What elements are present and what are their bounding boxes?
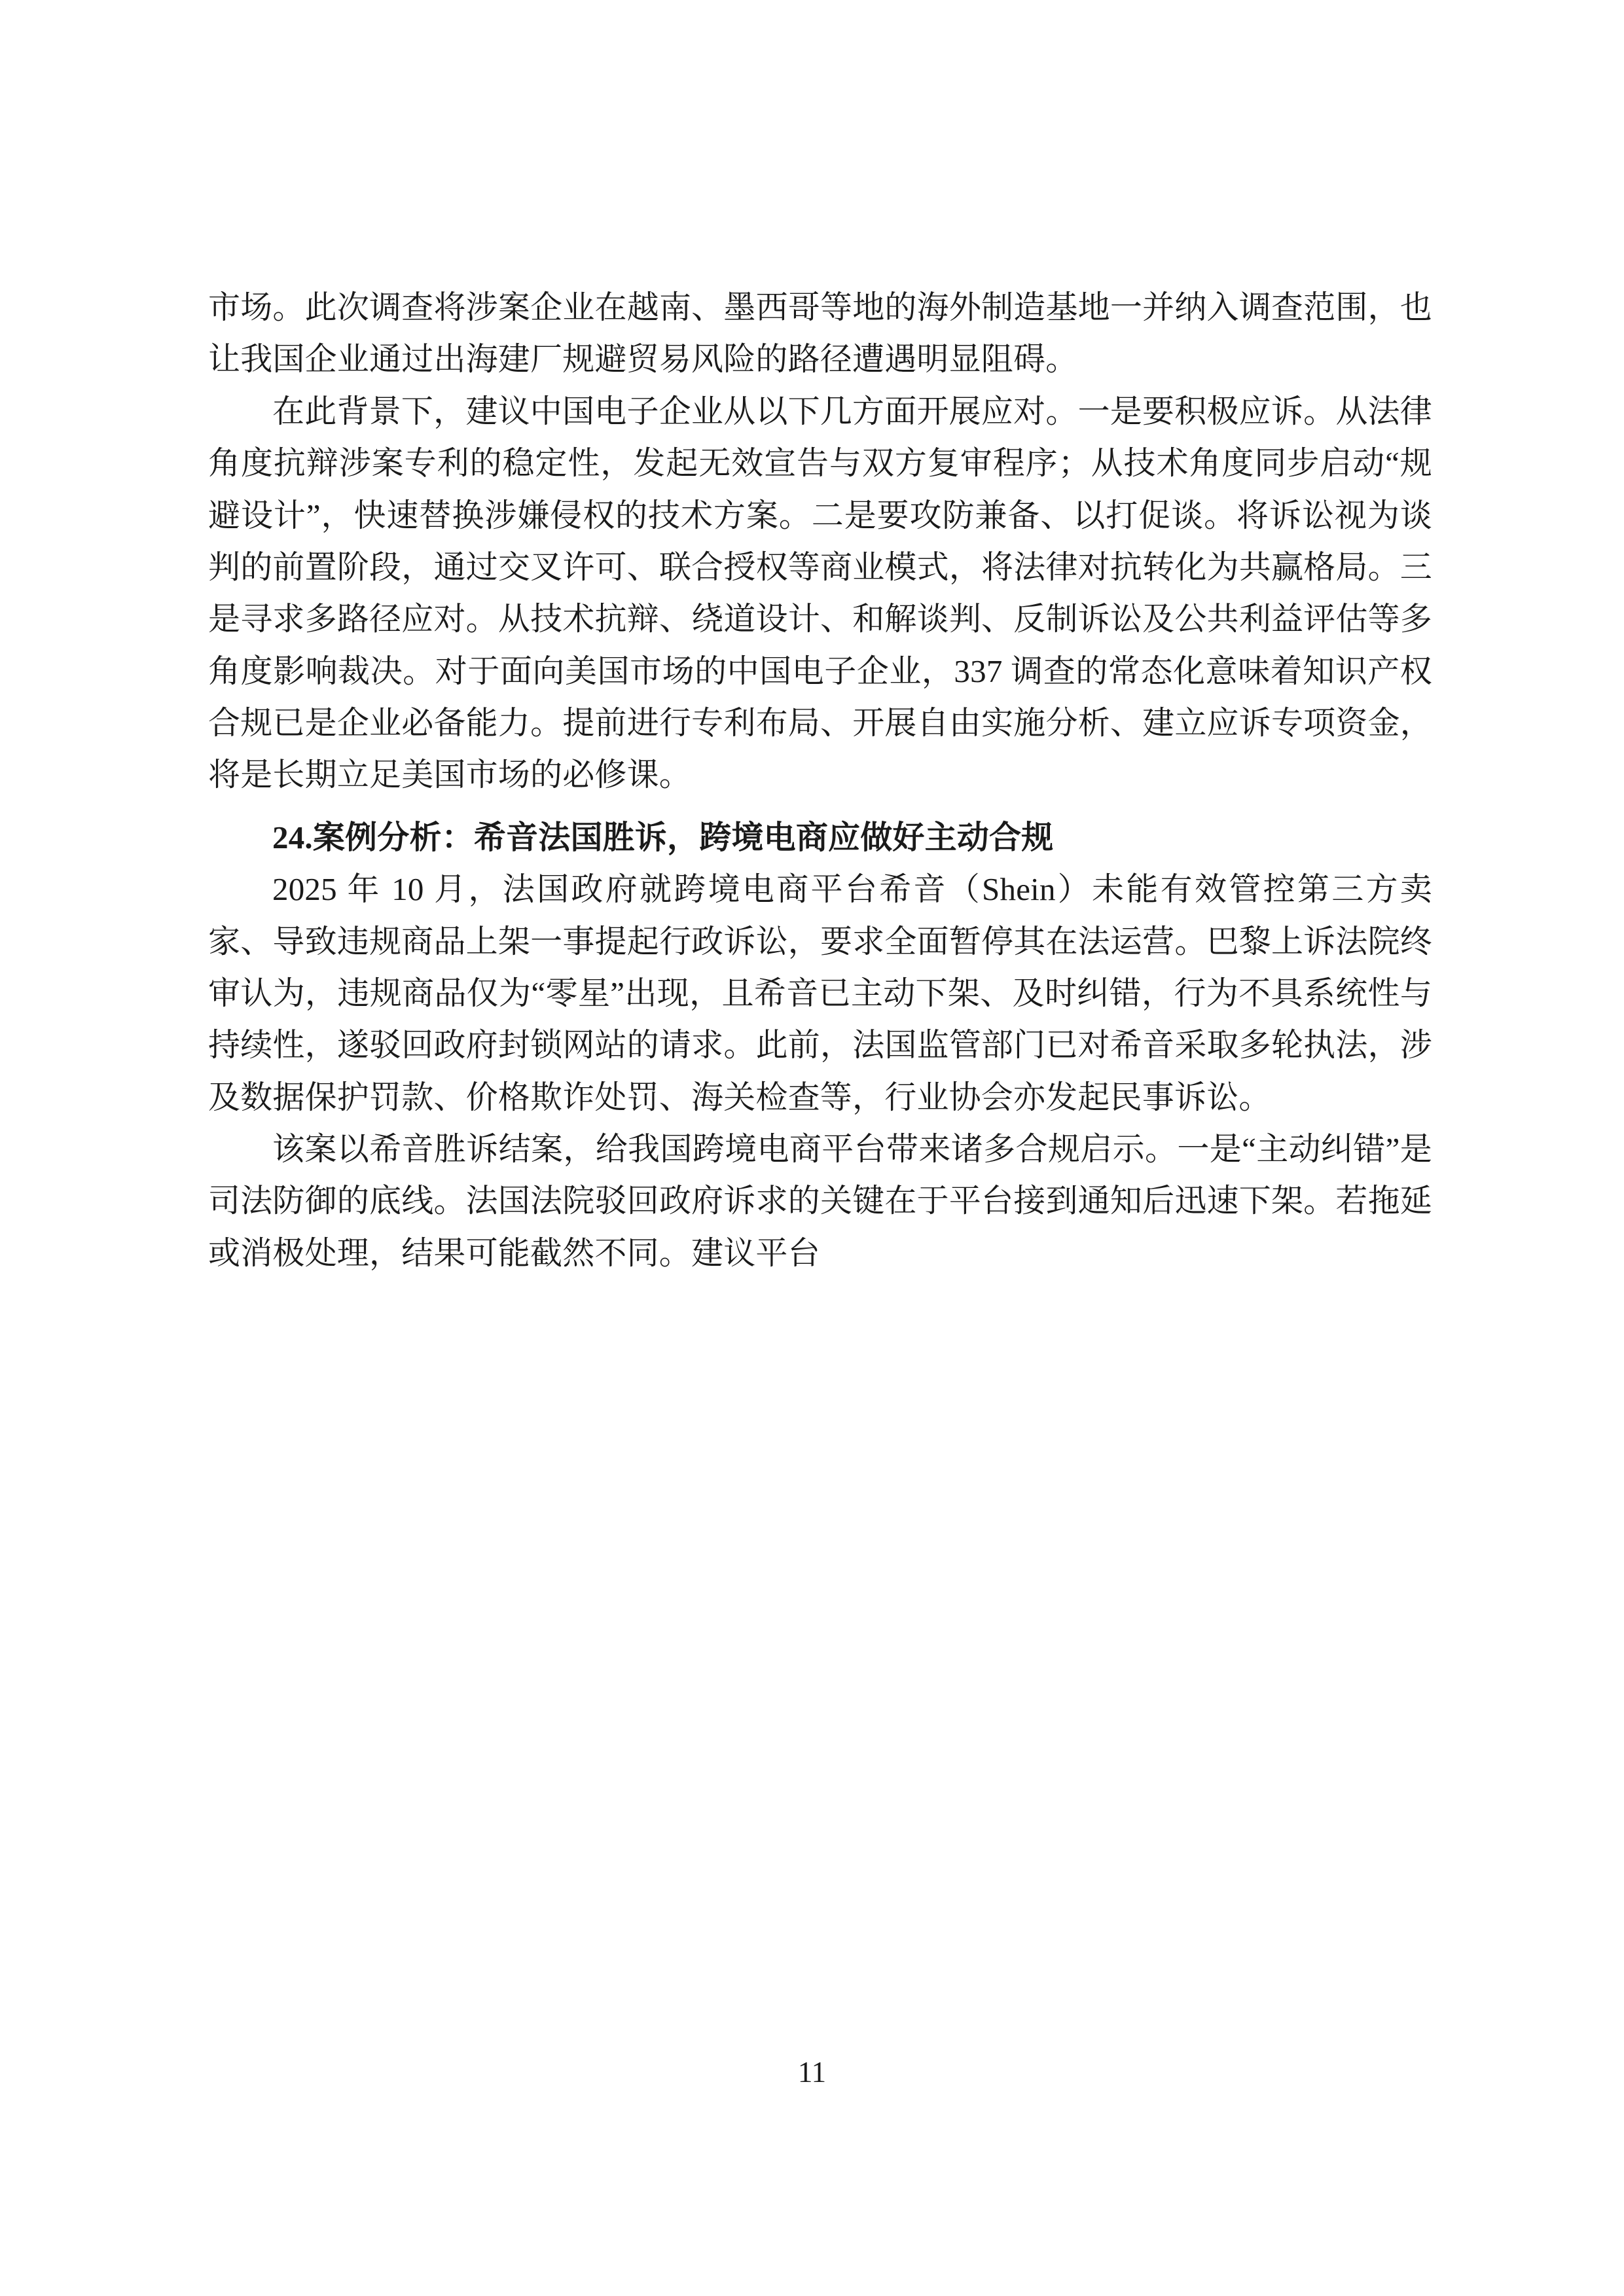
page-number: 11 xyxy=(797,2056,827,2089)
page-content xyxy=(208,281,1432,1279)
paragraph-case-implications: 该案以希音胜诉结案，给我国跨境电商平台带来诸多合规启示。一是“主动纠错”是司法防御的底线。法国法院驳回政府诉求的关键在于平台接到通知后迅速下架。若拖延或消极处理，结果可能截然不同。建议平台 xyxy=(208,1131,1432,1271)
paragraph-continuation: 市场。此次调查将涉案企业在越南、墨西哥等地的海外制造基地一并纳入调查范围，也让我国企业通过出海建厂规避贸易风险的路径遭遇明显阻碍。 xyxy=(208,289,1432,378)
paragraph-recommendations: 在此背景下，建议中国电子企业从以下几方面开展应对。一是要积极应诉。从法律角度抗辩涉案专利的稳定性，发起无效宣告与双方复审程序；从技术角度同步启动“规避设计”，快速替换涉嫌侵权的技术方案。二是要攻防兼备、以打促谈。将诉讼视为谈判的前置阶段，通过交叉许可、联合授权等商业模式，将法律对抗转化为共赢格局。三是寻求多路径应对。从技术抗辩、绕道设计、和解谈判、反制诉讼及公共利益评估等多角度影响裁决。对于面向美国市场的中国电子企业，337 调查的常态化意味着知识产权合规已是企业必备能力。提前进行专利布局、开展自由实施分析、建立应诉专项资金，将是长期立足美国市场的必修课。 xyxy=(208,393,1432,793)
paragraph-case-background: 2025 年 10 月，法国政府就跨境电商平台希音（Shein）未能有效管控第三方卖家、导致违规商品上架一事提起行政诉讼，要求全面暂停其在法运营。巴黎上诉法院终审认为，违规商品仅为“零星”出现，且希音已主动下架、及时纠错，行为不具系统性与持续性，遂驳回政府封锁网站的请求。此前，法国监管部门已对希音采取多轮执法，涉及数据保护罚款、价格欺诈处罚、海关检查等，行业协会亦发起民事诉讼。 xyxy=(208,871,1432,1115)
section-heading-24: 24.案例分析：希音法国胜诉，跨境电商应做好主动合规 xyxy=(272,819,1054,855)
